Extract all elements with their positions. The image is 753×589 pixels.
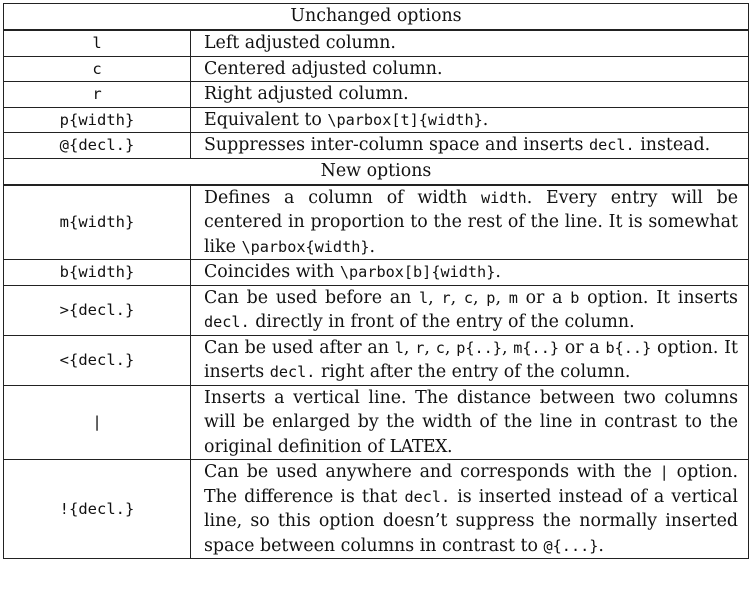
table-row-bang (4, 460, 749, 559)
description-m (191, 185, 749, 260)
desc-code: | (659, 463, 669, 481)
desc-text: . (447, 436, 453, 457)
desc-text: , (403, 337, 416, 358)
option-lt: <{decl.} (4, 335, 191, 385)
desc-code: m (508, 288, 518, 307)
desc-code: p{..} (456, 338, 502, 357)
desc-text: , (450, 287, 464, 308)
description-gt (191, 285, 749, 335)
desc-text: Suppresses inter-column space and inserts (204, 135, 589, 155)
desc-code: m{..} (513, 338, 559, 357)
desc-code: @{...} (543, 536, 599, 555)
description-p (191, 107, 749, 133)
description-at (191, 133, 749, 159)
desc-code: r (441, 288, 451, 307)
option-m: m{width} (4, 185, 191, 260)
desc-text: Can be used after an (204, 337, 395, 358)
table-row-m (4, 185, 749, 260)
desc-text: , (495, 287, 509, 308)
desc-text: option. It inserts (579, 287, 738, 308)
options-table (3, 3, 749, 559)
desc-code: c (435, 338, 445, 357)
desc-text: Coincides with (204, 262, 340, 282)
desc-code: l (394, 338, 404, 357)
option-bang: !{decl.} (4, 460, 191, 559)
table-row-gt (4, 285, 749, 335)
description-bar (191, 385, 749, 460)
desc-text: instead. (634, 135, 711, 155)
desc-code: decl. (588, 136, 635, 154)
desc-code: decl. (204, 313, 250, 331)
desc-text: , (428, 287, 442, 308)
table-row-l (4, 30, 749, 56)
desc-text: is inserted instead of a vertical line, so this option doesn’t suppress the normally inserted space between columns in contrast to (204, 486, 738, 556)
desc-text: option. The difference is that (204, 462, 738, 507)
description-bang (191, 460, 749, 559)
desc-text: Equivalent to (204, 109, 328, 130)
desc-text: . (495, 262, 501, 282)
desc-text: or a (517, 287, 571, 308)
table-row-p (4, 107, 749, 133)
desc-code: p (486, 288, 496, 307)
table-row-c (4, 56, 749, 82)
desc-code: l (419, 288, 429, 307)
section-header-unchanged (4, 4, 749, 31)
desc-code: decl. (269, 363, 316, 381)
desc-text: or a (558, 337, 606, 358)
desc-text: Defines a column of width (204, 187, 481, 208)
description-r: Right adjusted column. (191, 82, 749, 108)
table-row-lt (4, 335, 749, 385)
desc-text: Inserts a vertical line. The distance between two columns will be enlarged by the width of the line in contrast to the original definition of (204, 387, 738, 457)
desc-text: , (501, 337, 514, 358)
option-at: @{decl.} (4, 133, 191, 159)
description-c: Centered adjusted column. (191, 56, 749, 82)
desc-text: Can be used before an (204, 287, 420, 308)
section-title-unchanged: Unchanged options (4, 4, 749, 31)
table-row-b (4, 260, 749, 286)
desc-text: Can be used anywhere and corresponds with the (204, 462, 660, 482)
option-gt: >{decl.} (4, 285, 191, 335)
desc-text: , (424, 337, 436, 358)
latex-logo: LATEX (389, 436, 448, 457)
desc-code: \parbox[b]{width} (339, 263, 496, 281)
option-r: r (4, 82, 191, 108)
table-row-at (4, 133, 749, 159)
desc-text: . (482, 109, 489, 130)
description-l: Left adjusted column. (191, 30, 749, 56)
desc-text: directly in front of the entry of the column. (249, 312, 635, 332)
desc-text: . (598, 535, 604, 556)
section-title-new: New options (4, 158, 749, 185)
desc-text: . Every entry will be centered in proportion to the rest of the line. It is somewhat like (204, 187, 738, 257)
desc-code: \parbox[t]{width} (327, 110, 483, 129)
desc-code: width (480, 188, 527, 207)
description-b (191, 260, 749, 286)
desc-text: , (444, 337, 457, 358)
desc-code: b (570, 288, 580, 307)
table-row-bar (4, 385, 749, 460)
section-header-new (4, 158, 749, 185)
desc-text: . (369, 236, 376, 257)
desc-code: c (463, 288, 474, 307)
description-lt (191, 335, 749, 385)
option-l: l (4, 30, 191, 56)
desc-code: r (415, 338, 425, 357)
desc-code: decl. (404, 487, 451, 506)
desc-text: option. It inserts (204, 337, 739, 382)
desc-text: right after the entry of the column. (315, 362, 631, 382)
option-p: p{width} (4, 107, 191, 133)
option-c: c (4, 56, 191, 82)
desc-text: , (473, 287, 487, 308)
option-b: b{width} (4, 260, 191, 286)
desc-code: \parbox{width} (241, 237, 370, 256)
option-bar: | (4, 385, 191, 460)
table-row-r (4, 82, 749, 108)
desc-code: b{..} (605, 338, 652, 357)
